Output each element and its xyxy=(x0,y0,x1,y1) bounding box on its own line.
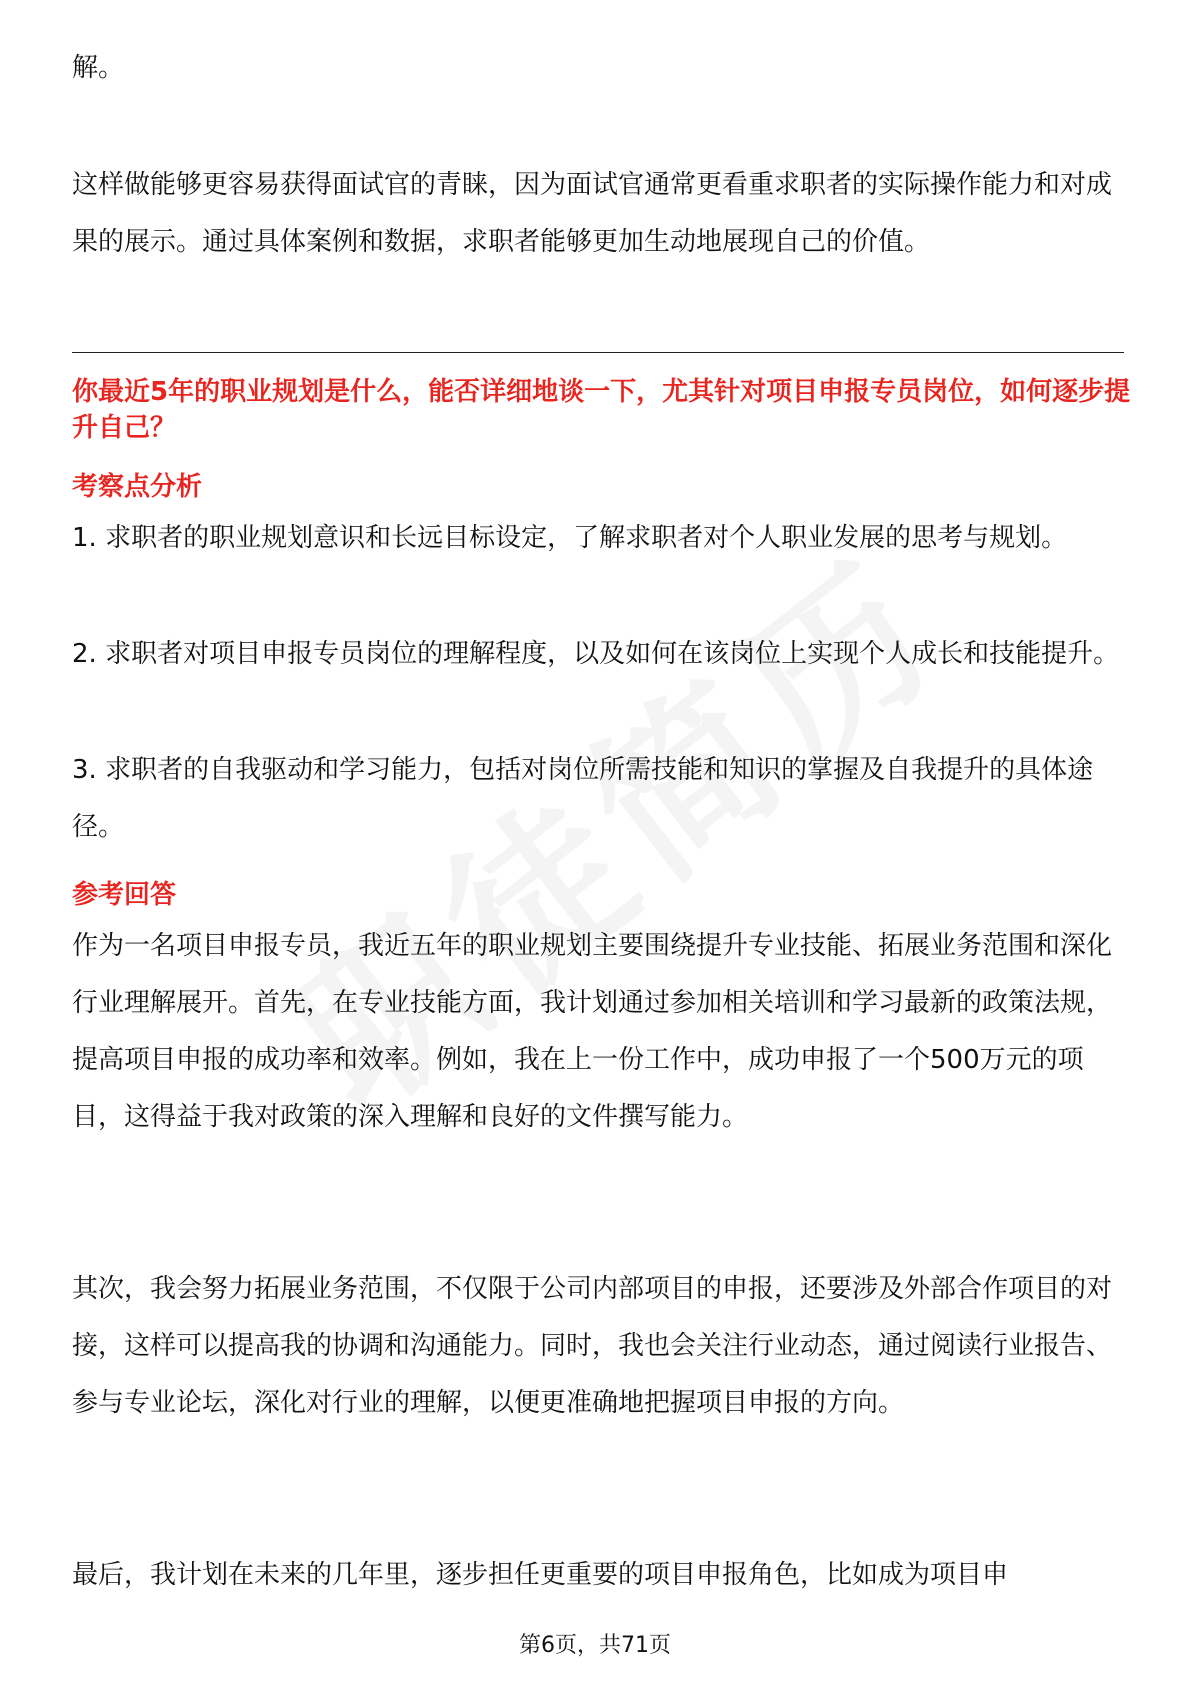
analysis-point: 3. 求职者的自我驱动和学习能力，包括对岗位所需技能和知识的掌握及自我提升的具体途径。 xyxy=(72,755,1094,842)
analysis-point: 2. 求职者对项目申报专员岗位的理解程度，以及如何在该岗位上实现个人成长和技能提升。 xyxy=(72,639,1120,669)
interview-question: 你最近5年的职业规划是什么，能否详细地谈一下，尤其针对项目申报专员岗位，如何逐步提升自己？ xyxy=(72,377,1131,443)
analysis-point: 1. 求职者的职业规划意识和长远目标设定，了解求职者对个人职业发展的思考与规划。 xyxy=(72,523,1068,553)
answer-paragraph: 其次，我会努力拓展业务范围，不仅限于公司内部项目的申报，还要涉及外部合作项目的对接，这样可以提高我的协调和沟通能力。同时，我也会关注行业动态，通过阅读行业报告、参与专业论坛，深化对行业的理解，以便更准确地把握项目申报的方向。 xyxy=(72,1274,1113,1418)
analysis-heading: 考察点分析 xyxy=(72,472,203,502)
answer-paragraph: 作为一名项目申报专员，我近五年的职业规划主要围绕提升专业技能、拓展业务范围和深化行业理解展开。首先，在专业技能方面，我计划通过参加相关培训和学习最新的政策法规，提高项目申报的成功率和效率。例如，我在上一份工作中，成功申报了一个500万元的项目，这得益于我对政策的深入理解和良好的文件撰写能力。 xyxy=(72,931,1113,1132)
paragraph-intro-tail: 解。 xyxy=(72,53,125,83)
page-number: 第6页，共71页 xyxy=(519,1633,671,1658)
paragraph-intro-value: 这样做能够更容易获得面试官的青睐，因为面试官通常更看重求职者的实际操作能力和对成果的展示。通过具体案例和数据，求职者能够更加生动地展现自己的价值。 xyxy=(72,170,1113,257)
section-divider xyxy=(72,352,1124,353)
answer-heading: 参考回答 xyxy=(72,880,177,910)
answer-paragraph: 最后，我计划在未来的几年里，逐步担任更重要的项目申报角色，比如成为项目申 xyxy=(72,1560,1009,1590)
